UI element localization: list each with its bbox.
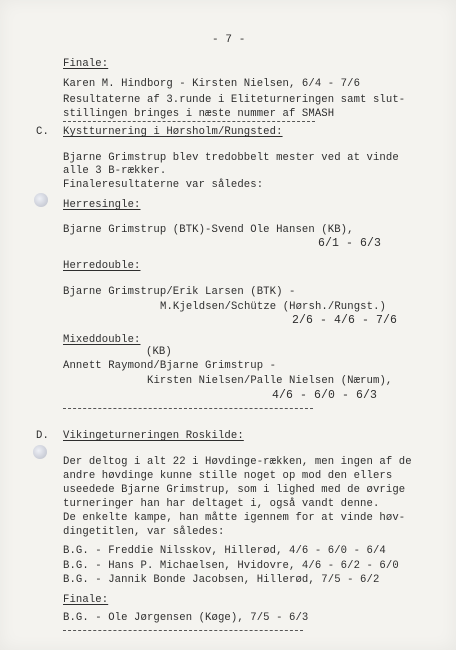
section-d-title: Vikingeturneringen Roskilde:	[63, 430, 244, 442]
section-d-finale-result: B.G. - Ole Jørgensen (Køge), 7/5 - 6/3	[63, 612, 309, 624]
finale-result: Karen M. Hindborg - Kirsten Nielsen, 6/4 - 7/6	[63, 78, 361, 90]
section-c-title: Kystturnering i Hørsholm/Rungsted:	[63, 126, 283, 138]
herresingle-score: 6/1 - 6/3	[318, 237, 382, 250]
punch-hole-icon	[33, 445, 47, 459]
match-result: B.G. - Jannik Bonde Jacobsen, Hillerød, 7/5 - 6/2	[63, 574, 380, 586]
section-d-paragraph-line: turneringer han har deltaget i, også vandt denne.	[63, 498, 380, 510]
mixeddouble-result: Annett Raymond/Bjarne Grimstrup -	[63, 360, 277, 372]
punch-hole-icon	[34, 193, 48, 207]
mixeddouble-heading: Mixeddouble:	[63, 334, 141, 346]
section-c-intro: Bjarne Grimstrup blev tredobbelt mester ved at vinde	[63, 152, 399, 164]
section-d-paragraph-line: Der deltog i alt 22 i Høvdinge-rækken, men ingen af de	[63, 456, 412, 468]
dashed-divider	[63, 408, 313, 409]
section-c-letter: C.	[36, 126, 49, 138]
herredouble-opponents: M.Kjeldsen/Schütze (Hørsh./Rungst.)	[160, 301, 387, 313]
mixeddouble-score: 4/6 - 6/0 - 6/3	[272, 389, 378, 402]
mixeddouble-club-note: (KB)	[146, 346, 172, 358]
herresingle-heading: Herresingle:	[63, 199, 141, 211]
finale-note-line: stillingen bringes i næste nummer af SMASH	[63, 108, 335, 120]
section-d-letter: D.	[36, 430, 49, 442]
page-number: - 7 -	[212, 34, 246, 46]
match-result: B.G. - Hans P. Michaelsen, Hvidovre, 4/6 - 6/2 - 6/0	[63, 560, 399, 572]
section-c-intro: Finaleresultaterne var således:	[63, 179, 264, 191]
finale-note-line: Resultaterne af 3.runde i Eliteturneringen samt slut-	[63, 94, 406, 106]
section-d-paragraph-line: dingetitlen, var således:	[63, 526, 225, 538]
match-result: B.G. - Freddie Nilsskov, Hillerød, 4/6 - 6/0 - 6/4	[63, 545, 386, 557]
herredouble-score: 2/6 - 4/6 - 7/6	[292, 314, 398, 327]
herresingle-result: Bjarne Grimstrup (BTK)-Svend Ole Hansen (KB),	[63, 224, 354, 236]
finale-heading: Finale:	[63, 58, 109, 70]
section-d-paragraph-line: De enkelte kampe, han måtte igennem for at vinde høv-	[63, 512, 406, 524]
herredouble-heading: Herredouble:	[63, 260, 141, 272]
section-d-paragraph-line: useedede Bjarne Grimstrup, som i lighed med de øvrige	[63, 484, 406, 496]
dashed-divider	[63, 121, 315, 122]
herredouble-result: Bjarne Grimstrup/Erik Larsen (BTK) -	[63, 286, 296, 298]
section-d-finale-heading: Finale:	[63, 594, 109, 606]
section-d-paragraph-line: andre høvdinge kunne stille noget op mod den ellers	[63, 470, 393, 482]
section-c-intro: alle 3 B-rækker.	[63, 165, 167, 177]
dashed-divider	[63, 630, 303, 631]
mixeddouble-opponents: Kirsten Nielsen/Palle Nielsen (Nærum),	[147, 375, 393, 387]
